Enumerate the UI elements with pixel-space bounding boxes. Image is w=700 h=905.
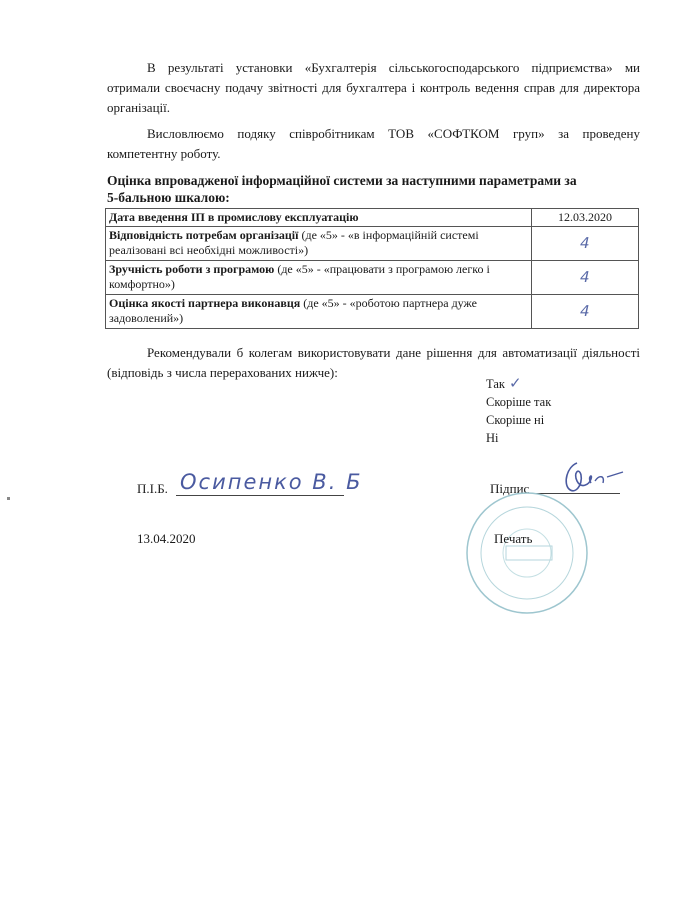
- table-row: [106, 209, 639, 227]
- row-value-score: 4: [532, 227, 639, 261]
- handwritten-name: Осипенко В. Б: [180, 470, 363, 494]
- evaluation-heading-line2: 5-бальною шкалою:: [107, 190, 230, 205]
- evaluation-heading-line1: Оцінка впровадженої інформаційної системи за наступними параметрами за: [107, 173, 577, 188]
- row-label: Зручність роботи з програмою (де «5» - «працювати з програмою легко і комфортно»): [106, 261, 532, 295]
- row-value-score: 4: [532, 261, 639, 295]
- scan-mark: [7, 497, 10, 500]
- paragraph-recommend: Рекомендували б колегам використовувати дане рішення для автоматизації діяльності (відповідь з числа перерахованих нижче):: [107, 345, 640, 380]
- paragraph-results: В результаті установки «Бухгалтерія сільськогосподарського підприємства» ми отримали своєчасну подачу звітності для бухгалтера і контроль ведення справ для директора організації.: [107, 60, 640, 115]
- answer-option-rather-yes: Скоріше так: [486, 395, 552, 409]
- answer-option-rather-no: Скоріше ні: [486, 413, 545, 427]
- name-label: П.І.Б.: [137, 481, 168, 496]
- stamp-label: Печать: [494, 531, 533, 546]
- answer-list: [486, 374, 551, 447]
- company-stamp: [462, 488, 592, 618]
- table-row: [106, 261, 639, 295]
- paragraph-thanks: Висловлюємо подяку співробітникам ТОВ «СОФТКОМ груп» за проведену компетентну роботу.: [107, 126, 640, 161]
- row-value-date: 12.03.2020: [532, 209, 639, 227]
- answer-option-no: Ні: [486, 431, 499, 445]
- row-label: Оцінка якості партнера виконавця (де «5» - «роботою партнера дуже задоволений»): [106, 295, 532, 329]
- row-value-score: 4: [532, 295, 639, 329]
- name-underline: [176, 495, 344, 496]
- checkmark-icon: ✓: [508, 374, 522, 392]
- table-row: [106, 295, 639, 329]
- row-label: Відповідність потребам організації (де «5» - «в інформаційній системі реалізовані всі необхідні можливості»): [106, 227, 532, 261]
- evaluation-heading: [107, 172, 607, 206]
- document-date: 13.04.2020: [137, 531, 196, 546]
- answer-option-yes: Так ✓: [486, 374, 522, 392]
- row-label: Дата введення ІП в промислову експлуатацію: [106, 209, 532, 227]
- table-row: [106, 227, 639, 261]
- signature-label: Підпис: [490, 481, 530, 496]
- evaluation-table: [105, 208, 639, 329]
